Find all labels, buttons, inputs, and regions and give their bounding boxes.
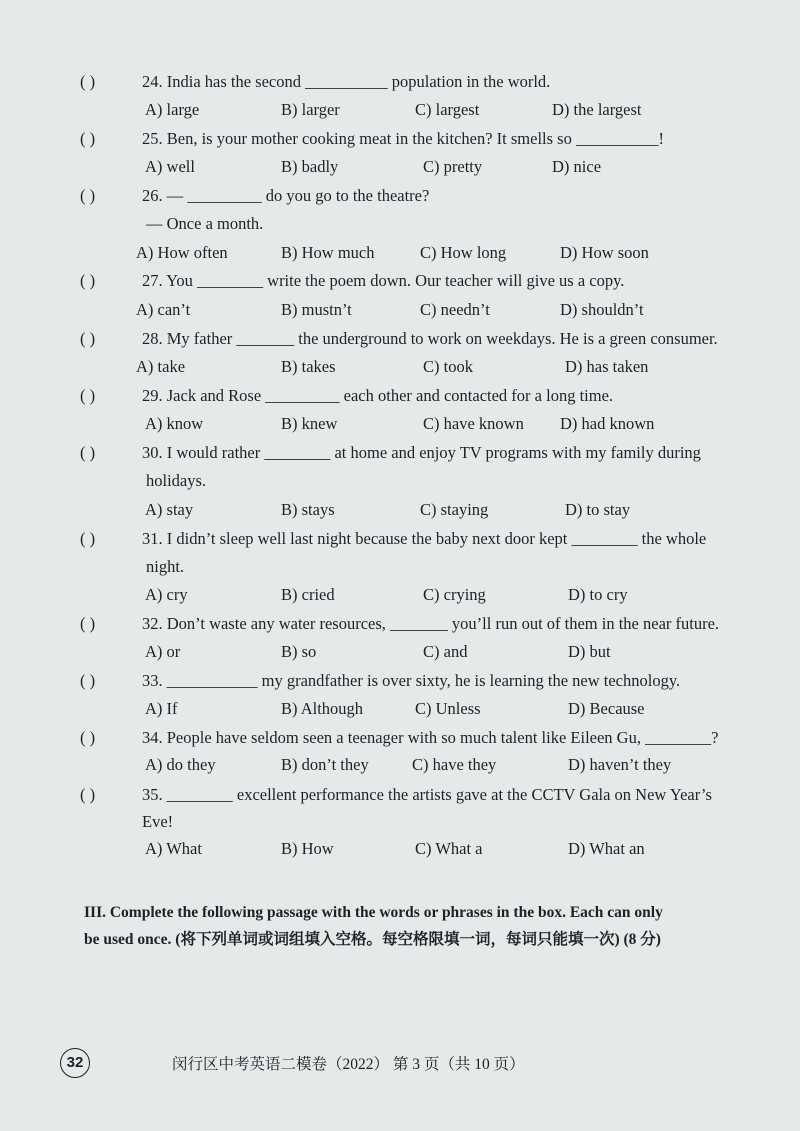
option-b: B) Although [281,699,364,718]
answer-blank: ( ) [80,72,96,91]
option-a: A) stay [145,500,194,519]
option-a: A) well [145,157,195,176]
question-stem: 26. — _________ do you go to the theatre? [142,186,430,205]
answer-blank: ( ) [80,728,96,747]
option-c: C) have known [423,414,524,433]
option-c: C) and [423,642,468,661]
option-a: A) What [145,839,202,858]
option-b: B) stays [281,500,335,519]
option-d: D) to cry [568,585,628,604]
answer-blank: ( ) [80,129,96,148]
option-b: B) cried [281,585,335,604]
section-3-instruction-line1: III. Complete the following passage with the words or phrases in the box. Each can only [84,904,663,921]
question-stem: 32. Don’t waste any water resources, _______ you’ll run out of them in the near future. [142,614,720,633]
question-stem: 35. ________ excellent performance the artists gave at the CCTV Gala on New Year’s [142,785,712,804]
question-stem: 24. India has the second __________ population in the world. [142,72,551,91]
option-a: A) do they [145,755,216,774]
question-stem: 29. Jack and Rose _________ each other and contacted for a long time. [142,386,614,405]
section-3-instruction-line2: be used once. (将下列单词或词组填入空格。每空格限填一词，每词只能填一次) (8 分) [84,931,661,948]
question-stem: 31. I didn’t sleep well last night because the baby next door kept ________ the whole [142,529,707,548]
option-b: B) knew [281,414,338,433]
option-c: C) largest [415,100,480,119]
option-c: C) needn’t [420,300,490,319]
option-d: D) had known [560,414,655,433]
answer-blank: ( ) [80,529,96,548]
option-d: D) the largest [552,100,642,119]
option-b: B) mustn’t [281,300,352,319]
footer-text: 闵行区中考英语二模卷（2022） 第 3 页（共 10 页） [172,1056,525,1073]
option-c: C) pretty [423,157,483,176]
option-d: D) How soon [560,243,649,262]
answer-blank: ( ) [80,614,96,633]
page-footer [60,1048,740,1078]
answer-blank: ( ) [80,443,96,462]
question-stem: 34. People have seldom seen a teenager with so much talent like Eileen Gu, ________? [142,728,719,747]
option-c: C) Unless [415,699,481,718]
question-stem: 30. I would rather ________ at home and enjoy TV programs with my family during [142,443,701,462]
exam-page: ( ) 24. India has the second __________ population in the world. A) large B) larger C) largest D) the largest ( ) 25. Ben, is your mother cooking meat in the kitchen? It smells so __________! A) well B) badly C) pretty D) nice ( ) 26. — _________ do you go to the theatre? — Once a month. A) How often B) How much C) How long D) How soon ( ) 27. You ________ write the poem down. Our teacher will give us a copy. A) can’t B) mustn’t C) needn’t D) shouldn’t ( ) 28. My father _______ the underground to work on weekdays. He is a green consumer. A) take B) takes C) took D) has taken ( ) 29. Jack and Rose _________ each other and contacted for a long time. A) know B) knew C) have known D) had known ( ) 30. I would rather ________ at home and enjoy TV programs with my family during holidays. A) stay B) stays C) staying D) to stay ( ) 31. I didn’t sleep well last night because the baby next door kept ________ the whole night. A) cry B) cried C) crying D) to cry ( ) 32. Don’t waste any water resources, _______ you’ll run out of them in the near future. A) or B) so C) and D) but ( ) 33. ___________ my grandfather is over sixty, he is learning the new technology. A) If B) Although C) Unless D) Because ( ) 34. People have seldom seen a teenager with so much talent like Eileen Gu, ________? A) do they B) don’t they C) have they D) haven’t they ( ) 35. ________ excellent performance the artists gave at the CCTV Gala on New Year’s Eve! A) What B) How C) What a D) What an III. Complete the following passage with the words or phrases in the box. Each can only be used once. (将下列单词或词组填入空格。每空格限填一词，每词只能填一次) (8 分) 32 闵行区中考英语二模卷（2022） 第 3 页（共 10 页） [0,0,800,1131]
option-a: A) How often [136,243,228,262]
answer-blank: ( ) [80,186,96,205]
option-c: C) staying [420,500,489,519]
answer-blank: ( ) [80,671,96,690]
question-stem: 25. Ben, is your mother cooking meat in the kitchen? It smells so __________! [142,129,664,148]
option-b: B) How much [281,243,375,262]
option-b: B) takes [281,357,336,376]
option-a: A) or [145,642,181,661]
option-b: B) badly [281,157,339,176]
option-c: C) have they [412,755,497,774]
option-d: D) nice [552,157,602,176]
option-a: A) take [136,357,186,376]
option-c: C) How long [420,243,507,262]
option-d: D) to stay [565,500,631,519]
option-a: A) cry [145,585,188,604]
question-stem: 33. ___________ my grandfather is over sixty, he is learning the new technology. [142,671,681,690]
option-d: D) has taken [565,357,649,376]
option-c: C) What a [415,839,483,858]
answer-blank: ( ) [80,271,96,290]
option-d: D) shouldn’t [560,300,644,319]
option-c: C) took [423,357,473,376]
page-badge: 32 [60,1048,90,1078]
option-d: D) haven’t they [568,755,672,774]
option-b: B) larger [281,100,340,119]
option-d: D) What an [568,839,645,858]
answer-blank: ( ) [80,386,96,405]
option-d: D) but [568,642,611,661]
option-a: A) If [145,699,178,718]
option-b: B) How [281,839,334,858]
option-a: A) know [145,414,204,433]
option-d: D) Because [568,699,645,718]
question-stem: 27. You ________ write the poem down. Our teacher will give us a copy. [142,271,625,290]
question-stem: 28. My father _______ the underground to work on weekdays. He is a green consumer. [142,329,718,348]
option-c: C) crying [423,585,486,604]
option-a: A) large [145,100,200,119]
option-b: B) so [281,642,317,661]
option-b: B) don’t they [281,755,369,774]
option-a: A) can’t [136,300,191,319]
answer-blank: ( ) [80,785,96,804]
answer-blank: ( ) [80,329,96,348]
